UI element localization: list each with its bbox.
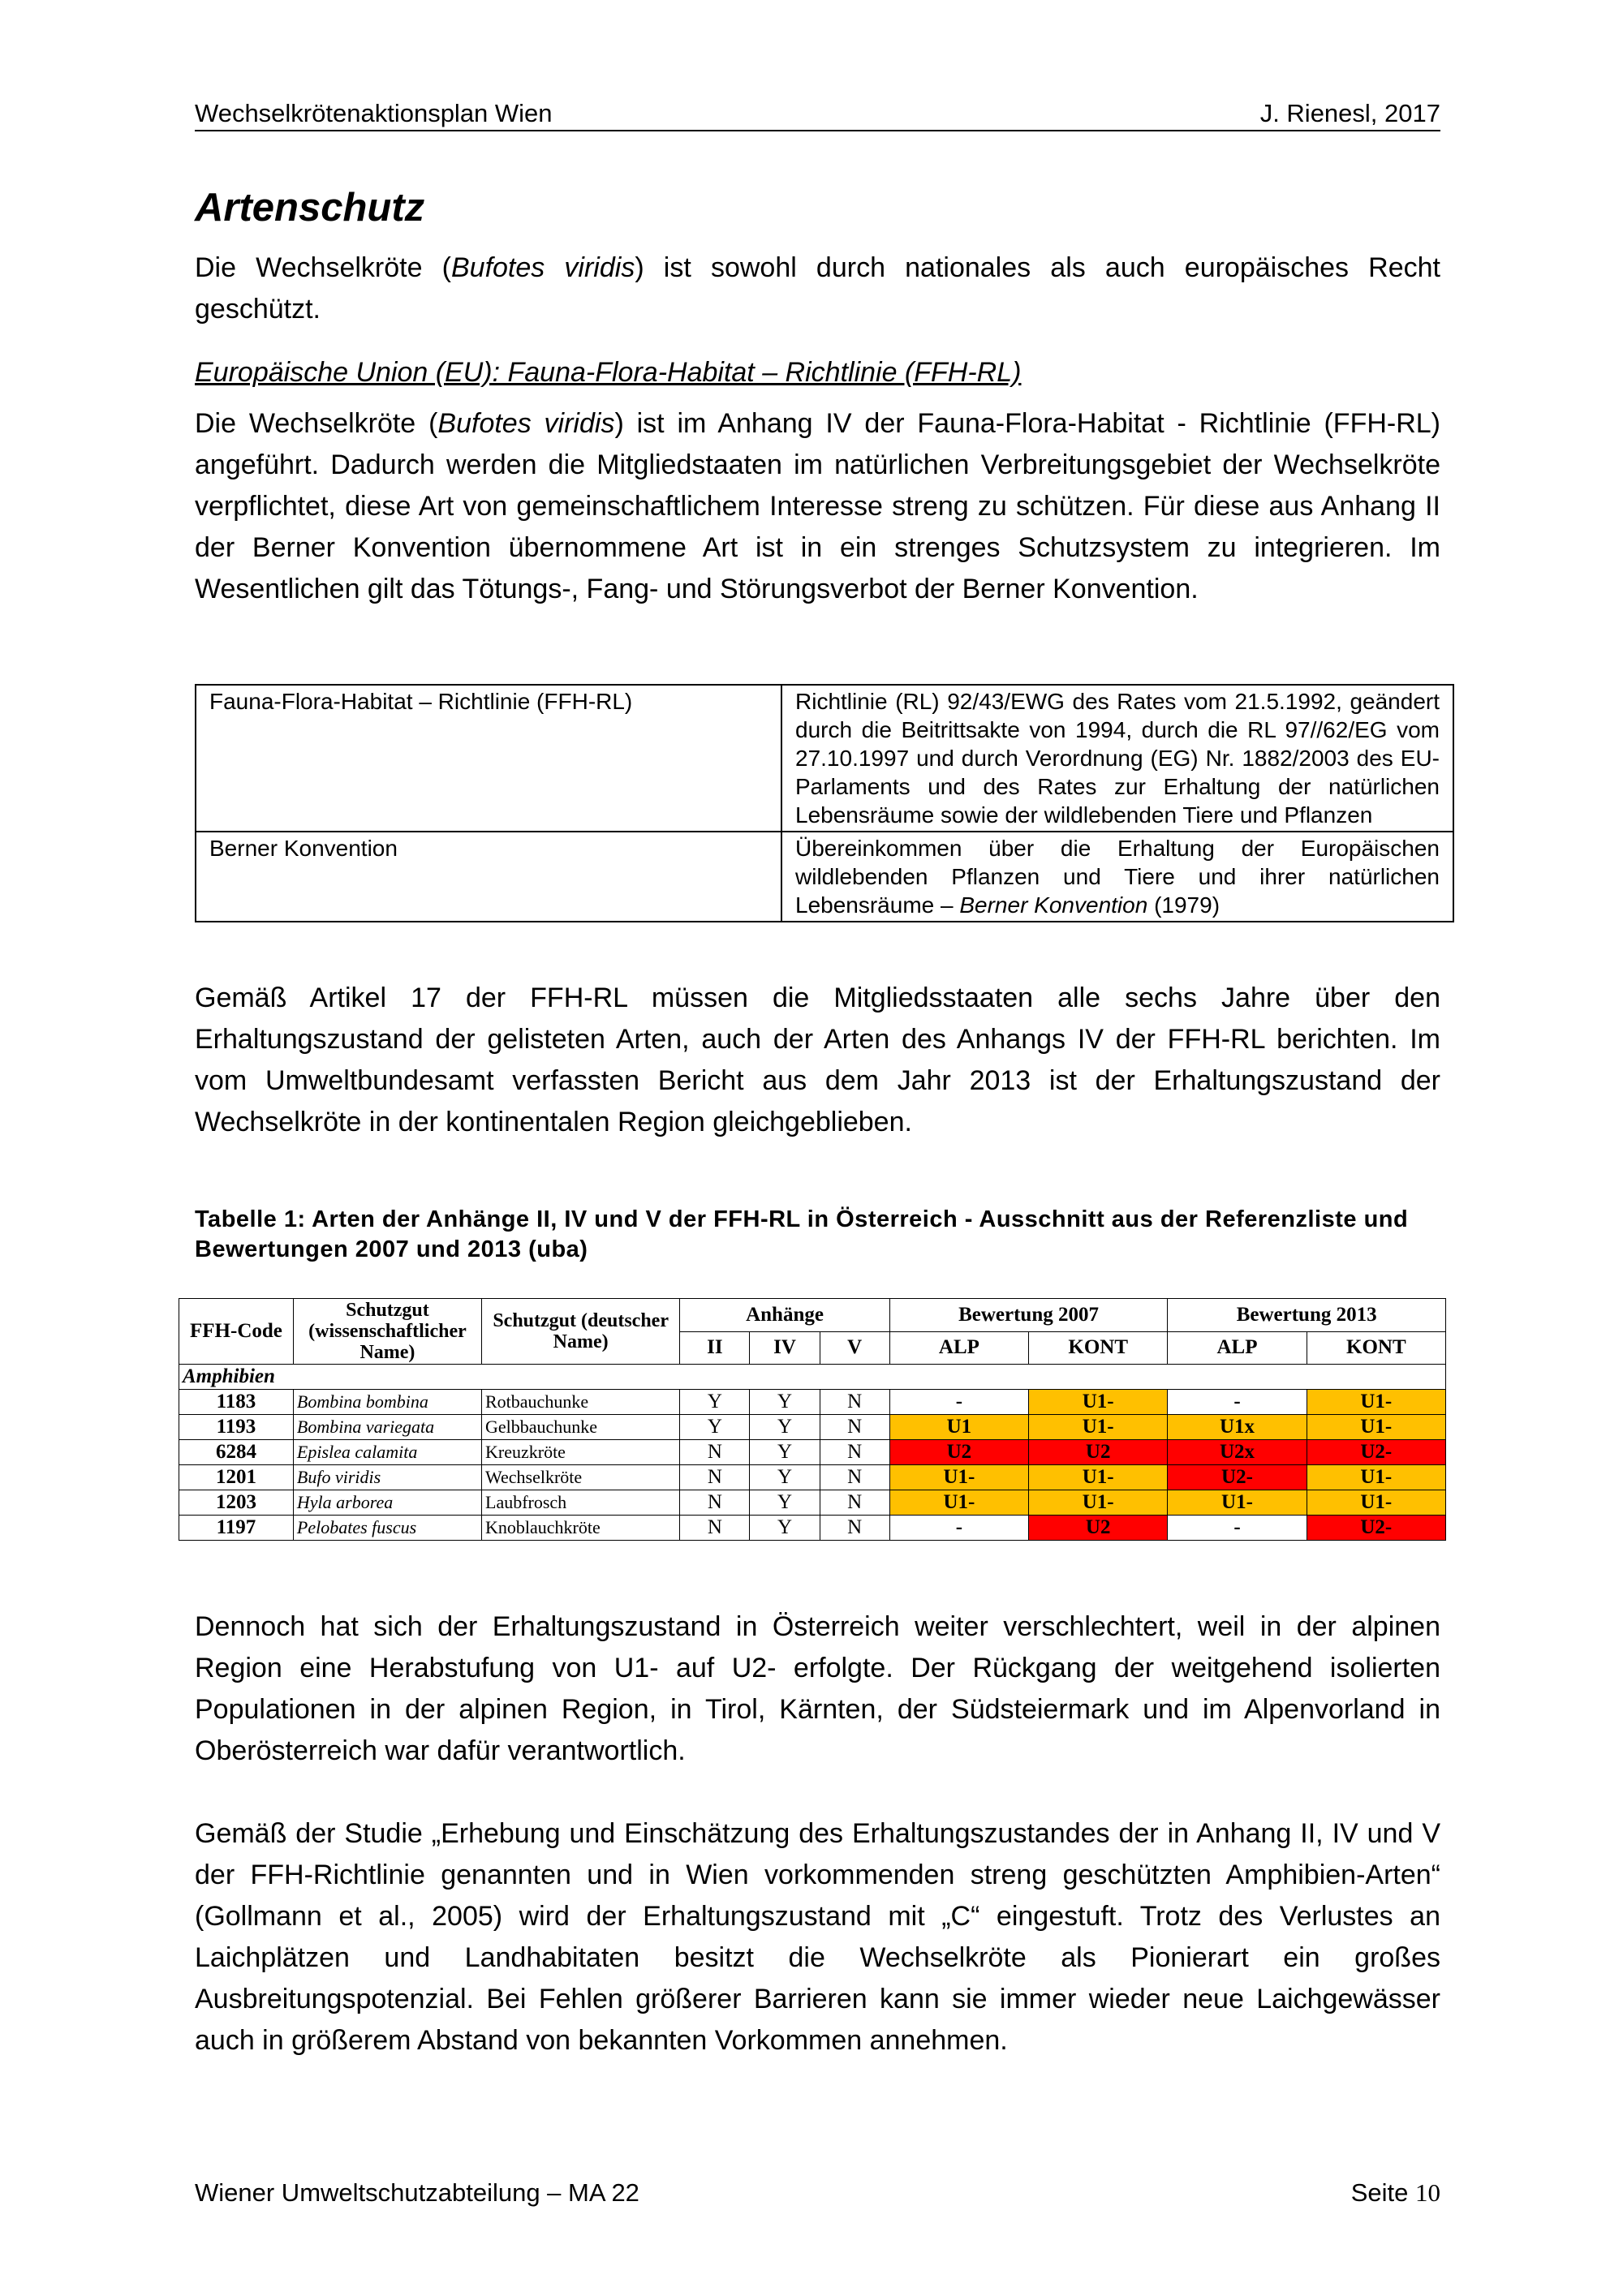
german-name: Wechselkröte — [482, 1465, 680, 1490]
german-name: Kreuzkröte — [482, 1440, 680, 1465]
table-row — [179, 1415, 1446, 1440]
section-title: Artenschutz — [195, 186, 425, 230]
table-body — [179, 1390, 1446, 1541]
eu-heading: Europäische Union (EU): Fauna-Flora-Habitat – Richtlinie (FFH-RL) — [195, 357, 1022, 388]
species-name: Bufotes viridis — [450, 252, 635, 283]
table-row — [196, 832, 1453, 922]
annex-v: N — [820, 1516, 889, 1541]
col-header-de: Schutzgut (deutscher Name) — [482, 1299, 680, 1365]
annex-ii: Y — [680, 1415, 750, 1440]
table-row — [179, 1390, 1446, 1415]
footer-department: Wiener Umweltschutzabteilung – MA 22 — [195, 2178, 639, 2207]
table-header-row — [179, 1299, 1446, 1332]
rating-2013-kont: U1- — [1307, 1490, 1445, 1516]
annex-iv: Y — [750, 1440, 820, 1465]
intro-paragraph: Die Wechselkröte (Bufotes viridis) ist sowohl durch nationales als auch europäisches Recht geschützt. — [195, 252, 1440, 325]
header-author: J. Rienesl, 2017 — [1259, 99, 1440, 127]
ffh-code: 1203 — [179, 1490, 294, 1516]
german-name: Laubfrosch — [482, 1490, 680, 1516]
table-row — [179, 1490, 1446, 1516]
study-paragraph: Gemäß der Studie „Erhebung und Einschätzung des Erhaltungszustandes der in Anhang II, IV und V der FFH-Richtlinie genannten und in Wien vorkommenden streng geschützten Amphibien-Arten“ (Gollmann et al., 2005) wird der Erhaltungszustand mit „C“ eingestuft. Trotz des Verlustes an Laichplätzen und Landhabitaten besitzt die Wechselkröte als Pionierart ein großes Ausbreitungspotenzial. Bei Fehlen größerer Barrieren kann sie immer wieder neue Laichgewässer auch in größerem Abstand von bekannten Vorkommen annehmen. — [195, 1818, 1440, 2056]
annex-iv: Y — [750, 1465, 820, 1490]
col-header-2013: Bewertung 2013 — [1168, 1299, 1446, 1332]
annex-v: N — [820, 1415, 889, 1440]
annex-iv: Y — [750, 1516, 820, 1541]
rating-2007-alp: - — [889, 1516, 1028, 1541]
scientific-name: Bufo viridis — [293, 1465, 481, 1490]
ffh-code: 1183 — [179, 1390, 294, 1415]
rating-2007-alp: U1- — [889, 1490, 1028, 1516]
conservation-table — [179, 1298, 1446, 1541]
species-name: Bufotes viridis — [437, 408, 615, 439]
ffh-code: 6284 — [179, 1440, 294, 1465]
table-row — [179, 1440, 1446, 1465]
table-row — [179, 1516, 1446, 1541]
eu-paragraph: Die Wechselkröte (Bufotes viridis) ist im Anhang IV der Fauna-Flora-Habitat - Richtlinie (FFH-RL) angeführt. Dadurch werden die Mitgliedstaaten im natürlichen Verbreitungsgebiet der Wechselkröte verpflichtet, diese Art von gemeinschaftlichem Interesse streng zu schützen. Für diese aus Anhang II der Berner Konvention übernommene Art ist in ein strenges Schutzsystem zu integrieren. Im Wesentlichen gilt das Tötungs-, Fang- und Störungsverbot der Berner Konvention. — [195, 408, 1440, 604]
rating-2013-alp: U1- — [1168, 1490, 1307, 1516]
ffh-code: 1193 — [179, 1415, 294, 1440]
annex-v: N — [820, 1440, 889, 1465]
ffh-code: 1197 — [179, 1516, 294, 1541]
annex-v: N — [820, 1490, 889, 1516]
rating-2007-kont: U1- — [1029, 1490, 1168, 1516]
article17-paragraph: Gemäß Artikel 17 der FFH-RL müssen die Mitgliedsstaaten alle sechs Jahre über den Erhaltungszustand der gelisteten Arten, auch der Arten des Anhangs IV der FFH-RL berichten. Im vom Umweltbundesamt verfassten Bericht aus dem Jahr 2013 ist der Erhaltungszustand der Wechselkröte in der kontinentalen Region gleichgeblieben. — [195, 982, 1440, 1137]
law-name: Fauna-Flora-Habitat – Richtlinie (FFH-RL) — [196, 685, 781, 832]
rating-2007-alp: U1- — [889, 1465, 1028, 1490]
scientific-name: Pelobates fuscus — [293, 1516, 481, 1541]
scientific-name: Bombina bombina — [293, 1390, 481, 1415]
rating-2013-kont: U2- — [1307, 1440, 1445, 1465]
annex-ii: Y — [680, 1390, 750, 1415]
ffh-code: 1201 — [179, 1465, 294, 1490]
table-caption: Tabelle 1: Arten der Anhänge II, IV und V der FFH-RL in Österreich - Ausschnitt aus der Referenzliste und Bewertungen 2007 und 2013 (uba) — [195, 1206, 1409, 1262]
annex-ii: N — [680, 1465, 750, 1490]
scientific-name: Hyla arborea — [293, 1490, 481, 1516]
rating-2013-alp: U2- — [1168, 1465, 1307, 1490]
col-header-ii: II — [680, 1331, 750, 1365]
col-header-iv: IV — [750, 1331, 820, 1365]
annex-ii: N — [680, 1516, 750, 1541]
page-header — [195, 96, 1440, 131]
law-description: Richtlinie (RL) 92/43/EWG des Rates vom 21.5.1992, geändert durch die Beitrittsakte von 1994, durch die RL 97//62/EG vom 27.10.1997 und durch Verordnung (EG) Nr. 1882/2003 des EU-Parlaments und des Rates zur Erhaltung der natürlichen Lebensräume sowie der wildlebenden Tiere und Pflanzen — [781, 685, 1453, 832]
rating-2013-alp: - — [1168, 1516, 1307, 1541]
col-header-kont: KONT — [1307, 1331, 1445, 1365]
law-table — [195, 684, 1454, 922]
law-name: Berner Konvention — [196, 832, 781, 922]
rating-2007-kont: U1- — [1029, 1390, 1168, 1415]
rating-2013-alp: U2x — [1168, 1440, 1307, 1465]
annex-ii: N — [680, 1440, 750, 1465]
annex-iv: Y — [750, 1490, 820, 1516]
german-name: Knoblauchkröte — [482, 1516, 680, 1541]
rating-2007-alp: - — [889, 1390, 1028, 1415]
col-header-alp: ALP — [1168, 1331, 1307, 1365]
table-row — [196, 685, 1453, 832]
rating-2013-alp: - — [1168, 1390, 1307, 1415]
group-row — [179, 1365, 1446, 1390]
rating-2007-kont: U2 — [1029, 1440, 1168, 1465]
col-header-v: V — [820, 1331, 889, 1365]
rating-2013-kont: U1- — [1307, 1465, 1445, 1490]
scientific-name: Bombina variegata — [293, 1415, 481, 1440]
annex-v: N — [820, 1465, 889, 1490]
rating-2007-kont: U1- — [1029, 1415, 1168, 1440]
rating-2007-alp: U1 — [889, 1415, 1028, 1440]
group-label: Amphibien — [179, 1365, 294, 1390]
col-header-sci: Schutzgut (wissenschaftlicher Name) — [293, 1299, 481, 1365]
rating-2013-kont: U1- — [1307, 1390, 1445, 1415]
rating-2007-kont: U2 — [1029, 1516, 1168, 1541]
col-header-code: FFH-Code — [179, 1299, 294, 1365]
rating-2013-alp: U1x — [1168, 1415, 1307, 1440]
rating-2013-kont: U2- — [1307, 1516, 1445, 1541]
col-header-2007: Bewertung 2007 — [889, 1299, 1168, 1332]
german-name: Gelbbauchunke — [482, 1415, 680, 1440]
header-title: Wechselkrötenaktionsplan Wien — [195, 99, 553, 127]
rating-2013-kont: U1- — [1307, 1415, 1445, 1440]
annex-iv: Y — [750, 1390, 820, 1415]
decline-paragraph: Dennoch hat sich der Erhaltungszustand in Österreich weiter verschlechtert, weil in der alpinen Region eine Herabstufung von U1- auf U2- erfolgte. Der Rückgang der weitgehend isolierten Populationen in der alpinen Region, in Tirol, Kärnten, der Südsteiermark und im Alpenvorland in Oberösterreich war dafür verantwortlich. — [195, 1611, 1440, 1766]
table-row — [179, 1465, 1446, 1490]
german-name: Rotbauchunke — [482, 1390, 680, 1415]
annex-v: N — [820, 1390, 889, 1415]
annex-iv: Y — [750, 1415, 820, 1440]
rating-2007-kont: U1- — [1029, 1465, 1168, 1490]
annex-ii: N — [680, 1490, 750, 1516]
law-description: Übereinkommen über die Erhaltung der Europäischen wildlebenden Pflanzen und Tiere und ihrer natürlichen Lebensräume – Berner Konvention (1979) — [781, 832, 1453, 922]
col-header-alp: ALP — [889, 1331, 1028, 1365]
page-number: Seite 10 — [1350, 2178, 1440, 2207]
rating-2007-alp: U2 — [889, 1440, 1028, 1465]
scientific-name: Epislea calamita — [293, 1440, 481, 1465]
col-header-kont: KONT — [1029, 1331, 1168, 1365]
col-header-anhaenge: Anhänge — [680, 1299, 889, 1332]
